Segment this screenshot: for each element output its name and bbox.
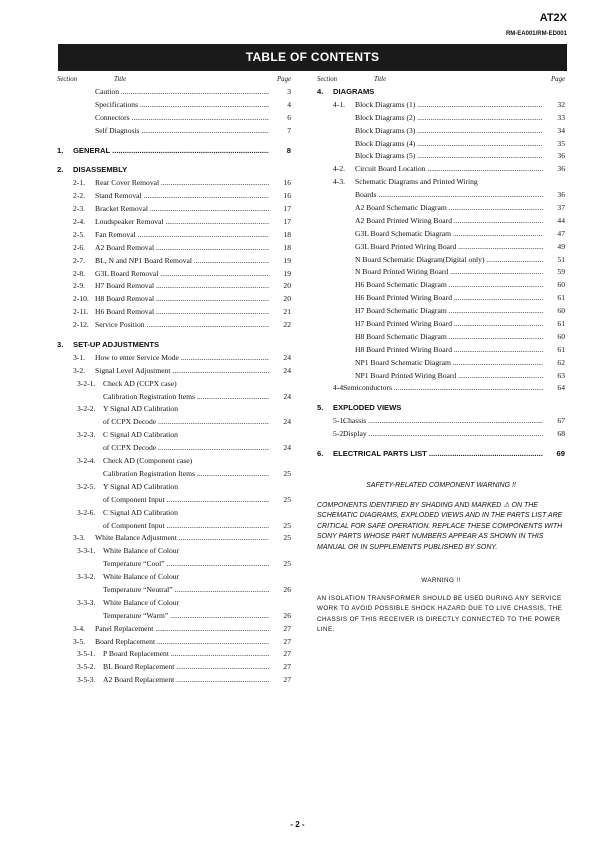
toc-section-number: 3-3-1.	[77, 546, 96, 556]
toc-spacer	[317, 395, 565, 402]
toc-page-number: 61	[557, 293, 565, 303]
toc-entry	[57, 636, 291, 649]
toc-entry	[57, 112, 291, 125]
toc-section-number: 3-2-4.	[77, 456, 96, 466]
toc-entry-title: H8 Board Schematic Diagram .....	[355, 331, 543, 344]
toc-entry	[57, 378, 291, 391]
toc-page-number: 49	[557, 241, 565, 251]
toc-entry-title: EXPLODED VIEWS	[333, 403, 402, 413]
toc-entry	[57, 216, 291, 229]
toc-entry	[57, 365, 291, 378]
toc-entry-title: Check AD (CCPX case)	[103, 378, 177, 388]
toc-page-number: 26	[283, 584, 291, 594]
toc-section-number: 2-1.	[73, 178, 86, 188]
toc-entry-title: Block Diagrams (2) .....	[355, 112, 543, 125]
toc-page-number: 20	[283, 294, 291, 304]
toc-entry	[57, 280, 291, 293]
toc-entry-title: Block Diagrams (5) .....	[355, 150, 543, 163]
toc-page-number: 69	[556, 449, 565, 459]
toc-entry-title: H6 Board Schematic Diagram .....	[355, 279, 543, 292]
toc-entry-title: Y Signal AD Calibration	[103, 481, 179, 491]
toc-page-number: 6	[287, 112, 291, 122]
toc-entry	[57, 610, 291, 623]
toc-list-right	[317, 86, 565, 461]
toc-entry	[317, 215, 565, 228]
toc-entry	[57, 391, 291, 404]
toc-page-number: 18	[283, 242, 291, 252]
toc-entry	[317, 112, 565, 125]
toc-entry	[57, 177, 291, 190]
toc-entry-title: NP1 Board Printed Wiring Board .....	[355, 370, 543, 383]
toc-section-number: 5-1.	[333, 416, 346, 426]
toc-entry	[57, 352, 291, 365]
toc-entry-title: H8 Board Printed Wiring Board .....	[355, 344, 543, 357]
toc-entry	[57, 293, 291, 306]
toc-entry-title: Boards .....	[355, 189, 543, 202]
toc-page-number: 27	[283, 636, 291, 646]
toc-page-number: 35	[557, 138, 565, 148]
toc-entry	[57, 520, 291, 533]
toc-entry-title: Self Diagnosis .....	[95, 125, 269, 138]
toc-entry-title: Block Diagrams (3) .....	[355, 125, 543, 138]
toc-section-number: 4.	[317, 87, 324, 96]
toc-page-number: 37	[557, 203, 565, 213]
toc-entry	[57, 416, 291, 429]
toc-entry	[317, 189, 565, 202]
toc-entry	[57, 468, 291, 481]
toc-entry-title: White Balance of Colour	[103, 546, 180, 556]
toc-column-header	[317, 76, 565, 86]
toc-entry-title: N Board Schematic Diagram(Digital only) .....	[355, 254, 543, 267]
toc-entry-title: Schematic Diagrams and Printed Wiring	[355, 177, 478, 187]
toc-entry-title: Rear Cover Removal .....	[95, 177, 269, 190]
toc-section-number: 1.	[57, 145, 64, 155]
toc-spacer	[57, 332, 291, 339]
page-number: - 2 -	[290, 820, 305, 829]
toc-left-column	[57, 72, 291, 687]
toc-page-number: 27	[283, 623, 291, 633]
toc-page-number: 51	[557, 254, 565, 264]
toc-entry	[57, 306, 291, 319]
toc-page-number: 47	[557, 228, 565, 238]
toc-entry	[317, 415, 565, 428]
toc-entry-title: A2 Board Removal .....	[95, 242, 269, 255]
toc-entry-title: H7 Board Schematic Diagram .....	[355, 305, 543, 318]
toc-page-number: 8	[286, 145, 291, 155]
toc-page-number: 24	[283, 443, 291, 453]
toc-entry-title: DISASSEMBLY	[73, 165, 128, 175]
toc-section-number: 3-4.	[73, 623, 86, 633]
toc-entry	[317, 318, 565, 331]
page-column-label: Page	[277, 76, 291, 83]
toc-entry-title: BL, N and NP1 Board Removal .....	[95, 255, 269, 268]
toc-entry-title: H6 Board Removal .....	[95, 306, 269, 319]
toc-entry	[57, 545, 291, 558]
toc-entry-title: Service Position .....	[95, 319, 269, 332]
toc-page-number: 22	[283, 320, 291, 330]
toc-entry-title: Semiconductors .....	[343, 382, 543, 395]
toc-entry	[57, 648, 291, 661]
toc-entry	[317, 357, 565, 370]
toc-section-heading	[57, 339, 291, 352]
toc-entry	[57, 507, 291, 520]
toc-section-number: 3-5-3.	[77, 675, 96, 685]
toc-section-heading	[57, 164, 291, 177]
toc-section-number: 2-2.	[73, 191, 86, 201]
toc-entry-title: Loudspeaker Removal .....	[95, 216, 269, 229]
toc-entry	[317, 99, 565, 112]
toc-entry	[317, 382, 565, 395]
toc-entry-title: P Board Replacement .....	[103, 648, 269, 661]
toc-entry-title: NP1 Board Schematic Diagram .....	[355, 357, 543, 370]
toc-page-number: 32	[557, 99, 565, 109]
page-title: TABLE OF CONTENTS	[58, 44, 567, 71]
toc-entry	[57, 494, 291, 507]
toc-entry	[57, 125, 291, 138]
toc-page-number: 25	[283, 520, 291, 530]
page-column-label: Page	[551, 76, 565, 83]
toc-page-number: 27	[283, 649, 291, 659]
toc-page-number: 62	[557, 357, 565, 367]
toc-section-number: 4-4.	[333, 383, 346, 393]
toc-page-number: 27	[283, 675, 291, 685]
toc-entry-title: of CCPX Decode .....	[103, 442, 269, 455]
toc-entry	[317, 331, 565, 344]
toc-entry	[317, 241, 565, 254]
toc-section-number: 4-3.	[333, 177, 346, 187]
toc-entry	[57, 203, 291, 216]
toc-page-number: 20	[283, 281, 291, 291]
toc-page-number: 61	[557, 344, 565, 354]
toc-entry-title: DIAGRAMS	[333, 87, 375, 96]
toc-section-number: 2-8.	[73, 268, 86, 278]
toc-entry	[317, 428, 565, 441]
toc-page-number: 4	[287, 99, 291, 109]
toc-spacer	[57, 138, 291, 145]
toc-entry	[57, 403, 291, 416]
toc-entry	[317, 228, 565, 241]
toc-page-number: 24	[283, 417, 291, 427]
toc-entry	[317, 305, 565, 318]
toc-page-number: 33	[557, 112, 565, 122]
toc-entry	[317, 254, 565, 267]
toc-section-number: 4-1.	[333, 99, 346, 109]
toc-section-number: 2-12.	[73, 320, 89, 330]
toc-entry-title: of Component Input .....	[103, 494, 269, 507]
section-column-label: Section	[57, 76, 78, 83]
toc-page-number: 34	[557, 125, 565, 135]
model-name: AT2X	[539, 12, 567, 24]
toc-entry-title: White Balance of Colour	[103, 597, 180, 607]
toc-entry	[57, 242, 291, 255]
toc-entry	[317, 150, 565, 163]
toc-entry-title: Calibration Registration Items .....	[103, 468, 269, 481]
toc-page-number: 61	[557, 319, 565, 329]
toc-section-number: 3-2-2.	[77, 404, 96, 414]
toc-entry-title: Calibration Registration Items .....	[103, 391, 269, 404]
toc-entry	[317, 344, 565, 357]
toc-page-number: 60	[557, 280, 565, 290]
toc-section-number: 2-6.	[73, 242, 86, 252]
toc-page-number: 26	[283, 610, 291, 620]
toc-section-number: 3-3-3.	[77, 597, 96, 607]
toc-section-number: 2-9.	[73, 281, 86, 291]
toc-page-number: 18	[283, 229, 291, 239]
toc-entry	[57, 455, 291, 468]
toc-entry-title: Temperature “Cool” .....	[103, 558, 269, 571]
toc-column-header	[57, 76, 291, 86]
toc-section-number: 3-5-1.	[77, 649, 96, 659]
toc-entry-title: N Board Printed Wiring Board .....	[355, 266, 543, 279]
toc-entry-title: Signal Level Adjustment .....	[95, 365, 269, 378]
toc-entry	[57, 429, 291, 442]
toc-entry-title: Temperature “Warm” .....	[103, 610, 269, 623]
toc-spacer	[317, 441, 565, 448]
toc-page-number: 19	[283, 255, 291, 265]
toc-entry	[57, 442, 291, 455]
toc-entry-title: H8 Board Removal .....	[95, 293, 269, 306]
toc-right-column	[317, 72, 565, 636]
toc-entry-title: Block Diagrams (1) .....	[355, 99, 543, 112]
toc-section-number: 4-2.	[333, 164, 346, 174]
toc-page-number: 36	[557, 190, 565, 200]
toc-page-number: 24	[283, 365, 291, 375]
toc-page-number: 16	[283, 178, 291, 188]
toc-page-number: 59	[557, 267, 565, 277]
toc-section-number: 5-2.	[333, 429, 346, 439]
toc-section-number: 2-11.	[73, 307, 89, 317]
toc-entry-title: H7 Board Removal .....	[95, 280, 269, 293]
toc-entry	[317, 370, 565, 383]
toc-entry-title: Connectors .....	[95, 112, 269, 125]
toc-entry-title: G3L Board Removal .....	[95, 268, 269, 281]
toc-section-number: 2.	[57, 165, 64, 175]
toc-section-number: 2-3.	[73, 204, 86, 214]
toc-entry-title: Specifications .....	[95, 99, 269, 112]
toc-entry	[317, 176, 565, 189]
toc-entry-title: Fan Removal .....	[95, 229, 269, 242]
title-column-label: Title	[114, 76, 127, 83]
toc-entry	[57, 571, 291, 584]
toc-spacer	[57, 157, 291, 164]
warning-text: AN ISOLATION TRANSFORMER SHOULD BE USED DURING ANY SERVICE WORK TO AVOID POSSIBLE SHOCK HAZARD DUE TO LIVE CHASSIS, THE CHASSIS OF THIS RECEIVER IS DIRECTLY CONNECTED TO THE POWER LINE.	[317, 594, 563, 634]
toc-entry-title: BL Board Replacement .....	[103, 661, 269, 674]
toc-entry	[57, 532, 291, 545]
toc-section-number: 3-5.	[73, 636, 86, 646]
toc-section-number: 5.	[317, 403, 324, 413]
toc-entry-title: White Balance Adjustment .....	[95, 532, 269, 545]
toc-entry-title: A2 Board Replacement .....	[103, 674, 269, 687]
toc-entry-title: H6 Board Printed Wiring Board .....	[355, 292, 543, 305]
safety-warning-title: SAFETY-RELATED COMPONENT WARNING !!	[366, 481, 516, 489]
toc-section-heading	[317, 448, 565, 461]
toc-entry	[57, 661, 291, 674]
toc-entry-title: Panel Replacement .....	[95, 623, 269, 636]
toc-entry	[57, 481, 291, 494]
toc-section-heading	[57, 145, 291, 158]
toc-entry-title: Bracket Removal .....	[95, 203, 269, 216]
toc-entry	[317, 202, 565, 215]
toc-entry-title: Board Replacement .....	[95, 636, 269, 649]
warning-title: WARNING !!	[421, 576, 461, 584]
toc-page-number: 36	[557, 164, 565, 174]
toc-page-number: 44	[557, 215, 565, 225]
toc-section-number: 3-1.	[73, 352, 86, 362]
toc-entry-title: Circuit Board Location .....	[355, 163, 543, 176]
toc-entry-title: Chassis .....	[343, 415, 543, 428]
toc-section-number: 3-3-2.	[77, 572, 96, 582]
toc-page-number: 16	[283, 191, 291, 201]
safety-warning-text: COMPONENTS IDENTIFIED BY SHADING AND MARKED ⚠ ON THE SCHEMATIC DIAGRAMS, EXPLODED VIEWS AND IN THE PARTS LIST ARE CRITICAL FOR SAFE OPERATION. REPLACE THESE COMPONENTS WITH SONY PARTS WHOSE PART NUMBERS APPEAR AS SHOWN IN THIS MANUAL OR IN SUPPLEMENTS PUBLISHED BY SONY.	[317, 501, 563, 551]
toc-entry-title: A2 Board Printed Wiring Board .....	[355, 215, 543, 228]
toc-section-number: 2-7.	[73, 255, 86, 265]
toc-entry-title: Caution .....	[95, 86, 269, 99]
toc-entry	[317, 125, 565, 138]
toc-section-number: 3-2-1.	[77, 378, 96, 388]
toc-page-number: 24	[283, 391, 291, 401]
toc-section-number: 3-2-5.	[77, 481, 96, 491]
toc-entry	[317, 266, 565, 279]
toc-page-number: 64	[557, 383, 565, 393]
toc-entry-title: Stand Removal .....	[95, 190, 269, 203]
toc-entry	[57, 319, 291, 332]
toc-entry	[57, 86, 291, 99]
toc-page-number: 60	[557, 306, 565, 316]
toc-entry	[57, 584, 291, 597]
toc-entry	[57, 255, 291, 268]
toc-entry	[317, 292, 565, 305]
toc-entry-title: of CCPX Decode .....	[103, 416, 269, 429]
toc-entry-title: GENERAL .....	[73, 145, 269, 158]
toc-entry	[57, 597, 291, 610]
toc-entry	[317, 279, 565, 292]
toc-page-number: 7	[287, 125, 291, 135]
toc-entry-title: Y Signal AD Calibration	[103, 404, 179, 414]
toc-page-number: 25	[283, 533, 291, 543]
toc-entry-title: White Balance of Colour	[103, 572, 180, 582]
toc-page-number: 36	[557, 151, 565, 161]
toc-entry-title: Block Diagrams (4) .....	[355, 138, 543, 151]
toc-list-left	[57, 86, 291, 687]
toc-entry-title: A2 Board Schematic Diagram .....	[355, 202, 543, 215]
toc-page-number: 24	[283, 352, 291, 362]
toc-page-number: 19	[283, 268, 291, 278]
toc-entry	[57, 99, 291, 112]
toc-entry	[57, 674, 291, 687]
toc-entry-title: H7 Board Printed Wiring Board .....	[355, 318, 543, 331]
toc-entry-title: How to enter Service Mode .....	[95, 352, 269, 365]
toc-entry	[57, 229, 291, 242]
title-column-label: Title	[374, 76, 387, 83]
toc-entry-title: Temperature “Neutral” .....	[103, 584, 269, 597]
toc-section-number: 3-2.	[73, 365, 86, 375]
toc-section-number: 6.	[317, 449, 324, 459]
toc-entry-title: C Signal AD Calibration	[103, 430, 178, 440]
toc-section-number: 3-5-2.	[77, 662, 96, 672]
toc-section-number: 2-10.	[73, 294, 89, 304]
toc-page-number: 68	[557, 429, 565, 439]
toc-page-number: 17	[283, 217, 291, 227]
toc-section-heading	[317, 402, 565, 415]
toc-section-number: 2-4.	[73, 217, 86, 227]
toc-section-number: 3-3.	[73, 533, 86, 543]
section-column-label: Section	[317, 76, 338, 83]
toc-entry-title: G3L Board Printed Wiring Board .....	[355, 241, 543, 254]
toc-page-number: 27	[283, 662, 291, 672]
toc-page-number: 25	[283, 494, 291, 504]
toc-entry	[317, 138, 565, 151]
toc-entry	[57, 268, 291, 281]
toc-entry-title: SET-UP ADJUSTMENTS	[73, 340, 160, 350]
toc-entry-title: G3L Board Schematic Diagram .....	[355, 228, 543, 241]
toc-entry-title: C Signal AD Calibration	[103, 507, 178, 517]
toc-entry-title: of Component Input .....	[103, 520, 269, 533]
toc-entry	[317, 163, 565, 176]
toc-page-number: 25	[283, 468, 291, 478]
toc-page-number: 3	[287, 87, 291, 96]
toc-section-number: 3.	[57, 340, 64, 350]
toc-entry	[57, 623, 291, 636]
toc-section-heading	[317, 86, 565, 99]
toc-entry-title: Check AD (Component case)	[103, 456, 193, 466]
toc-section-number: 2-5.	[73, 229, 86, 239]
toc-page-number: 60	[557, 331, 565, 341]
toc-entry-title: Display .....	[343, 428, 543, 441]
toc-page-number: 63	[557, 370, 565, 380]
toc-entry	[57, 558, 291, 571]
toc-page-number: 17	[283, 204, 291, 214]
toc-section-number: 3-2-3.	[77, 430, 96, 440]
toc-section-number: 3-2-6.	[77, 507, 96, 517]
toc-page-number: 25	[283, 559, 291, 569]
toc-page-number: 21	[283, 307, 291, 317]
toc-entry-title: ELECTRICAL PARTS LIST .....	[333, 448, 543, 461]
toc-entry	[57, 190, 291, 203]
model-numbers: RM-EA001/RM-ED001	[505, 31, 567, 37]
toc-page-number: 67	[557, 416, 565, 426]
